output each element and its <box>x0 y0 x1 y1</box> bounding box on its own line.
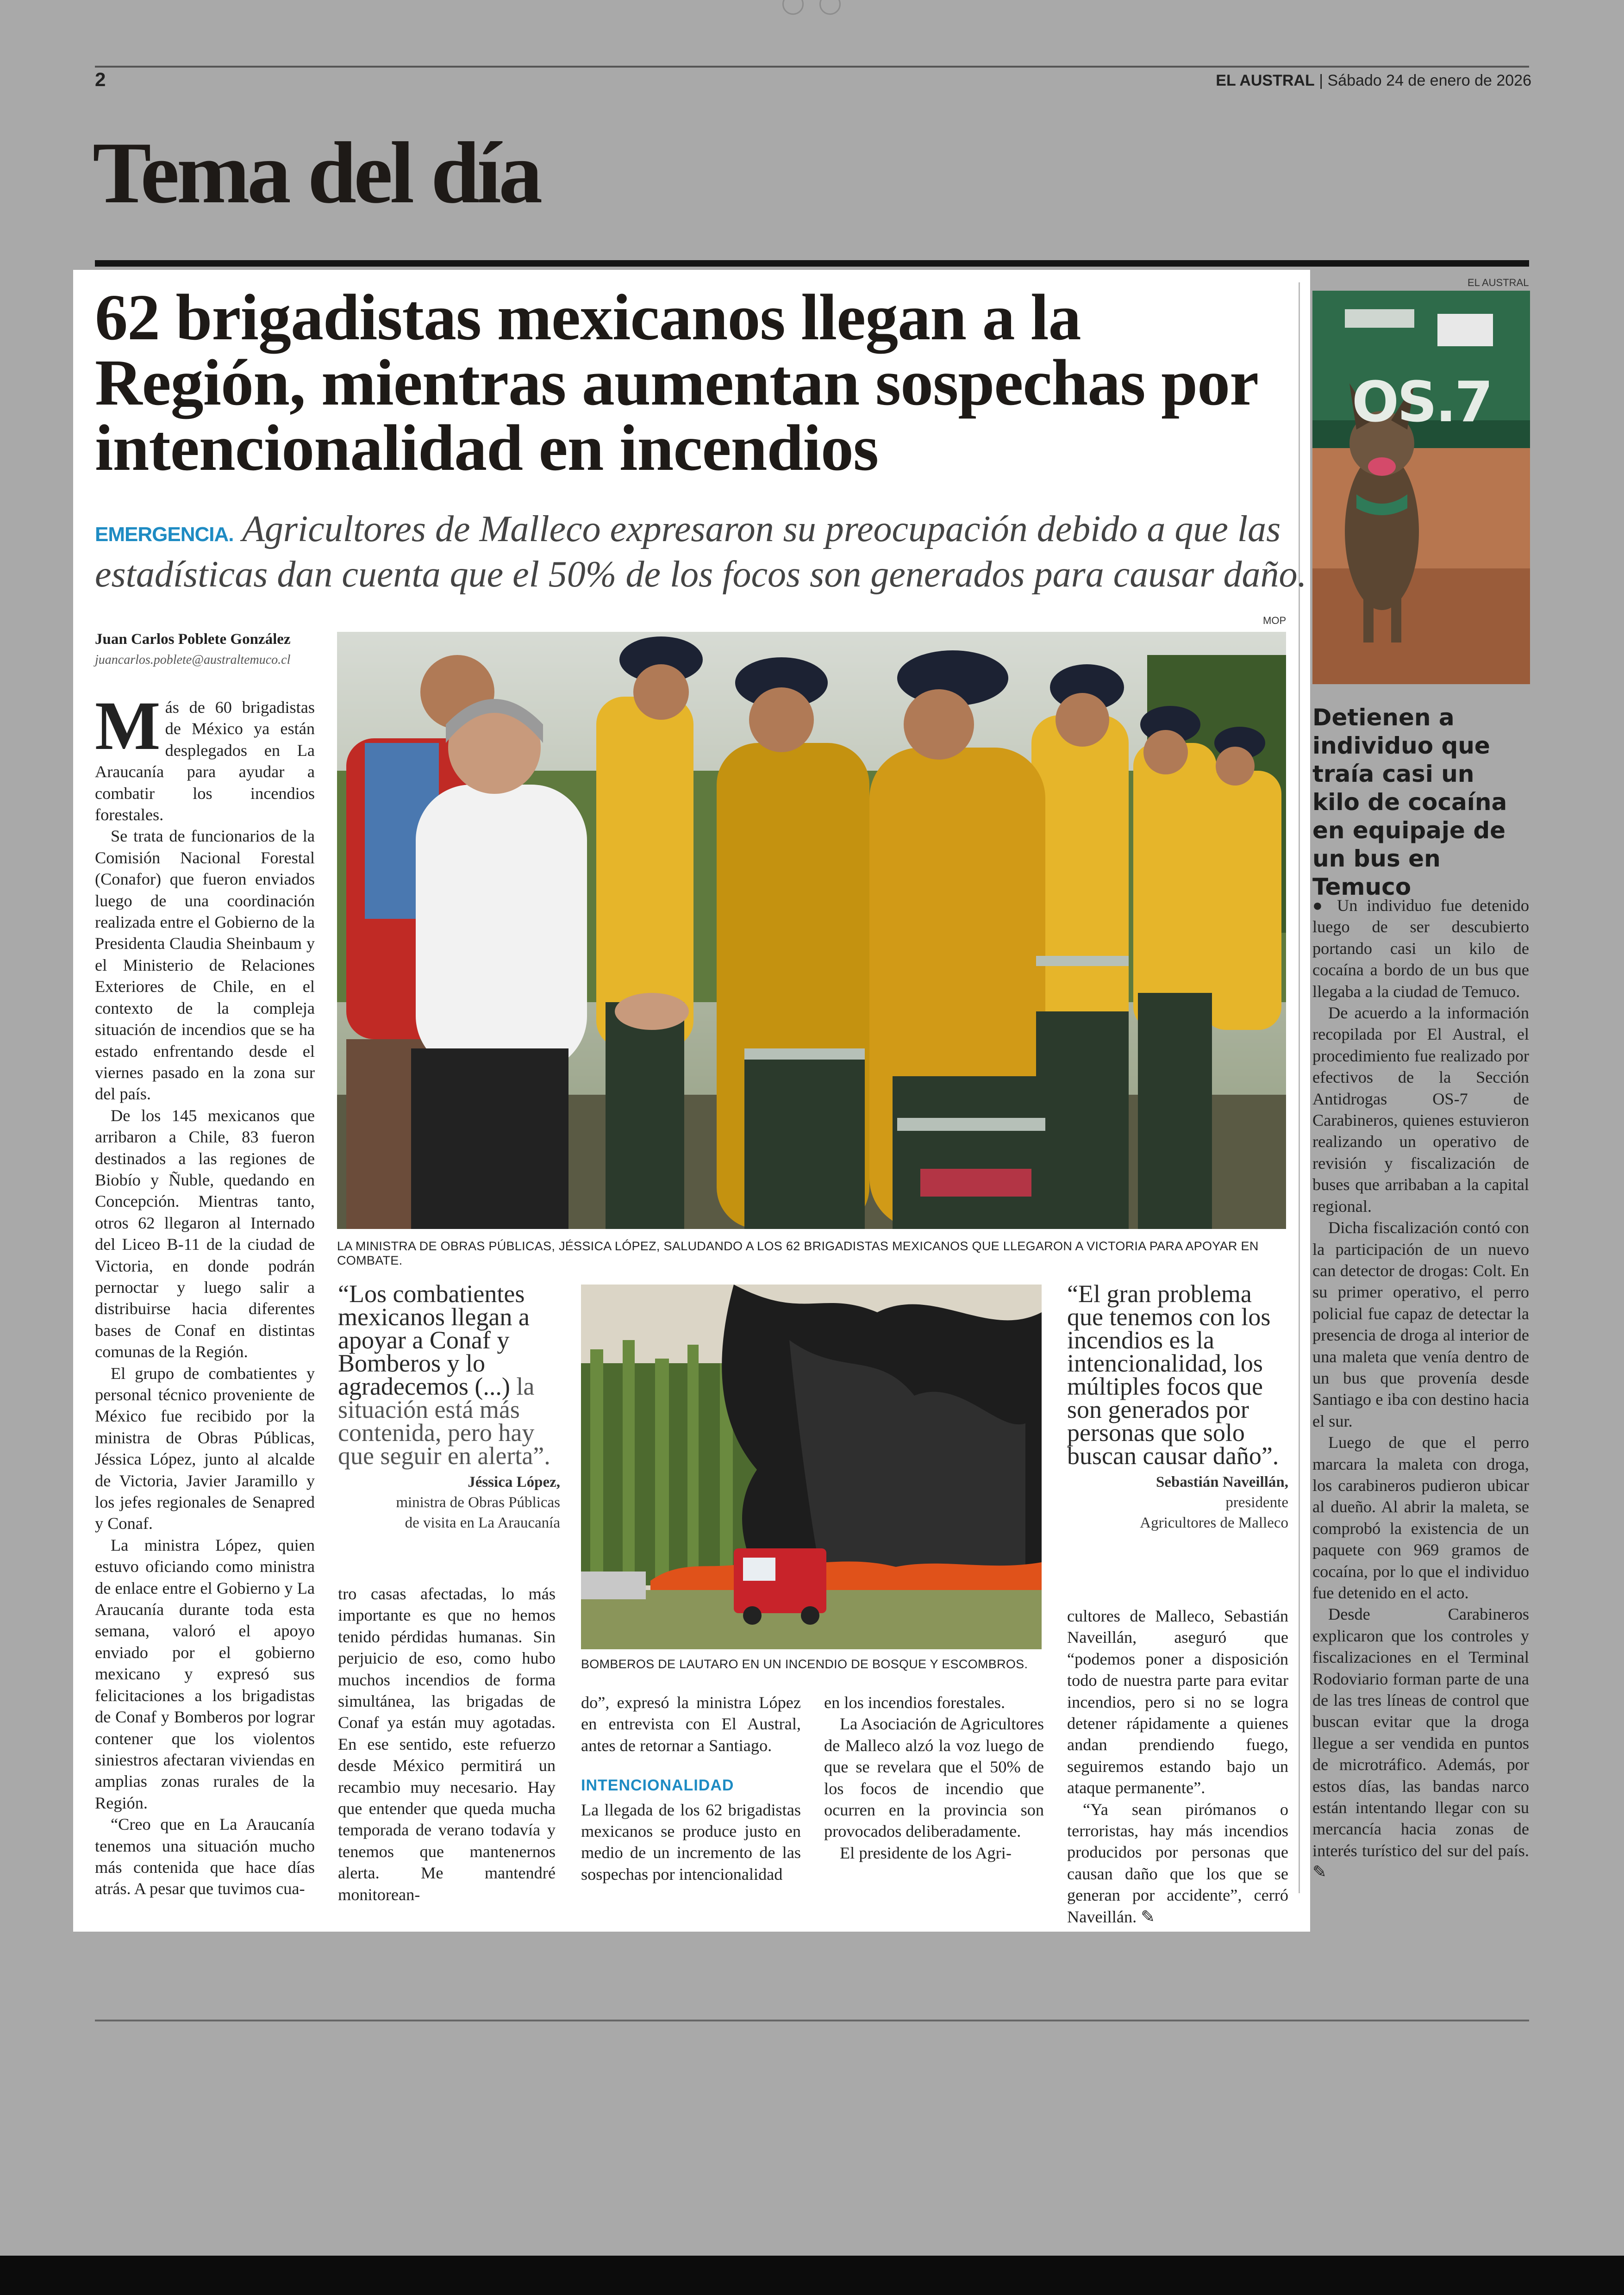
paragraph: tro casas afectadas, lo más importante es que no hemos tenido pérdidas humanas. Sin perjuicio de eso, como hubo muchos incendios de forma simultánea, las brigadas de Conaf ya están muy agotadas. En ese sentido, este refuerzo desde México permitirá un recambio muy necesario. Hay que entender que queda mucha temporada de verano todavía y tenemos que mantenernos alerta. Me mantendré monitorean- <box>338 1584 556 1904</box>
quote-role: de visita en La Araucanía <box>405 1515 560 1531</box>
side-article-body <box>1312 895 1529 1883</box>
quote-text: “Los combatientes mexicanos llegan a apoyar a Conaf y Bomberos y lo agradecemos (...) <box>338 1280 530 1400</box>
paragraph: La ministra López, quien estuvo oficiando como ministra de enlace entre el Gobierno y La Araucanía durante toda esta semana, valoró el apoyo enviado por el gobierno mexicano y expresó sus felicitaciones a los brigadistas de Conaf y Bomberos por lograr contener que los violentos siniestros afectaran viviendas en amplias zonas rurales de la Región. <box>95 1535 315 1812</box>
pull-quote-lopez <box>338 1282 560 1533</box>
subhead: INTENCIONALIDAD <box>581 1777 734 1795</box>
quote-role: Agricultores de Malleco <box>1140 1515 1288 1531</box>
dropcap: M <box>95 687 161 764</box>
paragraph: Se trata de funcionarios de la Comisión Nacional Forestal (Conafor) que fueron enviados luego de una coordinación realizada entre el Gobierno de la Presidenta Claudia Sheinbaum y el Ministerio de Relaciones Exteriores de Chile, en el contexto de la compleja situación de incendios que se ha estado enfrentando desde el viernes pasado en la zona sur del país. <box>95 827 315 1104</box>
paragraph: El grupo de combatientes y personal técnico proveniente de México fue recibido por la ministra de Obras Públicas, Jéssica López, junto al alcalde de Victoria, Javier Jaramillo y los jefes regionales de Senapred y Conaf. <box>95 1364 315 1533</box>
section-title: Tema del día <box>93 125 540 222</box>
side-photo-text: OS.7 <box>1352 370 1492 435</box>
paragraph <box>1067 1799 1288 1927</box>
article-column-5 <box>1067 1605 1288 1927</box>
paragraph: “Creo que en La Araucanía tenemos una situación mucho más contenida que hace días atrás. A pesar que tuvimos cua- <box>95 1815 315 1898</box>
issue-date: Sábado 24 de enero de 2026 <box>1327 72 1531 89</box>
paragraph-text: Un individuo fue detenido luego de ser descubierto portando casi un kilo de cocaína a bordo de un bus que llegaba a la ciudad de Temuco. <box>1312 896 1529 1001</box>
publication-name: EL AUSTRAL <box>1216 72 1315 89</box>
paragraph-text: “Ya sean pirómanos o terroristas, hay más incendios producidos por personas que causan daño que los que se generan por accidente”, cerró Naveillán. <box>1067 1800 1288 1926</box>
deck <box>95 509 1308 594</box>
article-column-1 <box>95 687 315 1900</box>
brigadistas-photo-icon <box>337 632 1286 1229</box>
paragraph: La llegada de los 62 brigadistas mexicanos se produce justo en medio de un incremento de las sospechas por intencionalidad <box>581 1800 801 1883</box>
paragraph: El presidente de los Agri- <box>840 1843 1012 1862</box>
viewer-bottom-bar <box>0 2256 1624 2295</box>
side-heading: Detienen a individuo que traía casi un kilo de cocaína en equipaje de un bus en Temuco <box>1312 704 1507 900</box>
quote-text: “El gran problema que tenemos con los incendios es la intencionalidad, los múltiples focos que son generados por personas que solo buscan causar daño”. <box>1067 1280 1279 1470</box>
paragraph: Dicha fiscalización contó con la participación de un nuevo can detector de drogas: Colt. En su primer operativo, el perro policial fue capaz de detectar la presencia de droga al interior de una maleta que venía dentro de un bus que provenía desde Santiago e iba con destino hacia el sur. <box>1312 1218 1529 1430</box>
quote-text-emphasis: la situación está más contenida, pero hay que seguir en alerta”. <box>338 1372 550 1470</box>
kicker: EMERGENCIA. <box>95 523 234 546</box>
bottom-rule <box>95 2020 1529 2021</box>
headline: 62 brigadistas mexicanos llegan a la Región, mientras aumentan sospechas por intencionalidad en incendios <box>95 281 1257 484</box>
article-column-2 <box>338 1583 556 1905</box>
top-rule <box>95 66 1529 68</box>
side-photo <box>1312 291 1530 684</box>
main-photo-caption: LA MINISTRA DE OBRAS PÚBLICAS, JÉSSICA LÓPEZ, SALUDANDO A LOS 62 BRIGADISTAS MEXICANOS QUE LLEGARON A VICTORIA PARA APOYAR EN COMBATE. <box>337 1239 1259 1267</box>
end-mark-icon: ✎ <box>1141 1907 1155 1926</box>
paragraph: La Asociación de Agricultores de Malleco alzó la voz luego de que se revelara que el 50% de los focos de incendio que ocurren en la provincia son provocados deliberadamente. <box>824 1715 1044 1841</box>
paragraph: De acuerdo a la información recopilada por El Austral, el procedimiento fue realizado por efectivos de la Sección Antidrogas OS-7 de Carabineros, quienes estuvieron realizando un operativo de revisión y fiscalización de buses que arribaban a la capital regional. <box>1312 1004 1529 1216</box>
quote-name: Sebastián Naveillán, <box>1156 1474 1288 1491</box>
quote-role: presidente <box>1225 1494 1288 1511</box>
quote-name: Jéssica López, <box>468 1474 560 1491</box>
author-email: juancarlos.poblete@australtemuco.cl <box>95 653 291 667</box>
photo-credit: MOP <box>1263 615 1287 626</box>
masthead-info: EL AUSTRAL | Sábado 24 de enero de 2026 <box>1216 72 1531 89</box>
prev-page-icon[interactable] <box>782 0 804 15</box>
next-page-icon[interactable] <box>819 0 841 15</box>
quote-role: ministra de Obras Públicas <box>396 1494 560 1511</box>
fire-photo <box>581 1285 1042 1649</box>
article-column-3 <box>581 1692 801 1885</box>
paragraph-text: Desde Carabineros explicaron que los controles y fiscalizaciones en el Terminal Rodoviario forman parte de una de las tres líneas de control que buscan evitar que la droga llegue a ser vendida en puntos de microtráfico. Además, por estos días, las bandas narco están intentando llegar con su mercancía hacia zonas de interés turístico del sur del país. <box>1312 1605 1529 1860</box>
paragraph: cultores de Malleco, Sebastián Naveillán, aseguró que “podemos poner a disposición todo de nuestra parte para evitar incendios, pero si no se logra detener rápidamente a quienes andan prendiendo fuego, seguiremos estando bajo un ataque permanente”. <box>1067 1607 1288 1797</box>
paragraph <box>1312 895 1529 1002</box>
pull-quote-naveillan <box>1067 1282 1288 1533</box>
bullet-icon: ● <box>1312 896 1328 915</box>
paragraph: De los 145 mexicanos que arribaron a Chile, 83 fueron destinados a las regiones de Biobío y Ñuble, quedando en Concepción. Mientras tanto, otros 62 llegaron al Internado del Liceo B-11 de la ciudad de Victoria, en donde podrán pernoctar y luego salir a distribuirse hacia diferentes bases de Conaf en distintas comunas de la Región. <box>95 1106 315 1361</box>
paragraph: en los incendios forestales. <box>824 1693 1006 1712</box>
deck-text: Agricultores de Malleco expresaron su preocupación debido a que las estadísticas dan cuenta que el 50% de los focos son generados para causar daño. <box>95 509 1307 595</box>
fire-photo-icon <box>581 1285 1042 1649</box>
police-dog-photo-icon <box>1312 291 1530 684</box>
article-column-4 <box>824 1692 1044 1864</box>
paragraph <box>1312 1603 1529 1883</box>
author-name: Juan Carlos Poblete González <box>95 631 291 648</box>
fire-photo-caption: BOMBEROS DE LAUTARO EN UN INCENDIO DE BOSQUE Y ESCOMBROS. <box>581 1657 1028 1671</box>
section-rule <box>95 260 1529 267</box>
paragraph: do”, expresó la ministra López en entrevista con El Austral, antes de retornar a Santiago. <box>581 1693 801 1755</box>
side-photo-credit: EL AUSTRAL <box>1468 277 1529 288</box>
paragraph: ás de 60 brigadistas de México ya están desplegados en La Araucanía para ayudar a combatir los incendios forestales. <box>95 698 315 824</box>
paragraph: Luego de que el perro marcara la maleta con droga, los carabineros pudieron ubicar al dueño. Al abrir la maleta, se comprobó la existencia de un paquete con 969 gramos de cocaína, por lo que el individuo fue detenido en el acto. <box>1312 1433 1529 1602</box>
main-photo <box>337 632 1286 1229</box>
page-number: 2 <box>95 69 106 90</box>
end-mark-icon: ✎ <box>1312 1863 1327 1882</box>
